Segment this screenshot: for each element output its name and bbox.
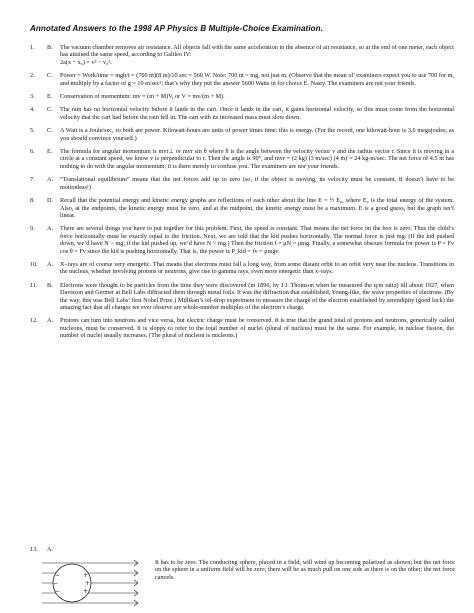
item-text-line: Conservation of momentum: mv = (m + M)V, or V = mv/(m + M). — [60, 93, 225, 101]
item-number: 13. — [30, 546, 38, 553]
answer-item-7 — [30, 176, 454, 191]
svg-text:−: − — [53, 580, 59, 587]
item-text — [60, 176, 454, 191]
item-answer: A. — [47, 225, 54, 233]
answer-item-9 — [30, 225, 454, 255]
svg-text:+: + — [83, 588, 89, 595]
item-number: 7. — [30, 176, 35, 184]
item-text-line: X–rays are of course very energetic. That means that electrons must fall a long way, from some distant orbit to an orbit very near the nucleus. Transitions in the nucleus, whether involving protons or neutrons, give rise to gamma rays, even more energetic than x–rays. — [60, 260, 454, 276]
item-number: 10. — [30, 260, 38, 268]
item-text-line: Recall that the potential energy and kinetic energy graphs are reflections of each other about the line E = ½ E₀, where E₀ is the total energy of the system. Also, at the endpoints, the kinetic energy must be zero, and at the midpoint, the kinetic energy must be a maximum. E is a good guess, but the graph isn’t linear. — [60, 197, 454, 219]
item-answer: D. — [47, 197, 54, 205]
item-answer: E. — [47, 148, 53, 156]
item-text-line: There are several things you have to put together for this problem. First, the speed is constant. That means the net force on the box is zero. Thus the child’s force horizontally must be exactly equal to the friction. Next, we are told that the kid pushes horizontally. The normal force is just mg. (If the kid pushed down, we’d have N > mg; if the kid pushed up, we’d have N < mg.) Then the friction f = μN = μmg. Finally, a somewhat obscure formula for power is P = Fv cos θ = Fv since the kid is pushing horizontally. That is, the power is P_kid = fv = μmgv. — [60, 225, 454, 255]
answer-item-12 — [30, 317, 454, 339]
item-text — [60, 106, 454, 121]
item-text — [60, 72, 454, 87]
answer-item-8 — [30, 197, 454, 219]
svg-text:+: + — [85, 580, 91, 587]
item-text-line: The vacuum chamber removes air resistance. All objects fall with the same acceleration in the absence of air resistance, so at the end of one meter, each object has attained the same speed, according to Galileo IV: — [60, 44, 454, 59]
answer-item-13 — [30, 546, 454, 553]
answer-item-6 — [30, 148, 454, 170]
item-text-line: Protons can turn into neutrons and vice versa, but electric charge must be conserved. It is true that the grand total of protons and neutrons, generically called nucleons, must be conserved. It is sloppy to refer to the total number of nuclei (plural of nucleus) must be the same. For example, in nuclear fission, the number of nuclei usually increases. (The plural of nucleon is nucleons.) — [60, 317, 454, 340]
item-answer: C. — [47, 127, 53, 135]
item-text — [60, 93, 454, 100]
item-text — [60, 148, 454, 170]
item-number: 8. — [30, 197, 35, 205]
item-number: 3. — [30, 93, 35, 101]
item-text — [60, 44, 454, 66]
item-text-line: The rain has no horizontal velocity before it lands in the cart. Once it lands in the cart, it gains horizontal velocity, so this must come from the horizontal velocity that the cart had before the rain fell in. The cart with its increased mass must slow down. — [60, 106, 454, 121]
answer-item-1 — [30, 44, 454, 66]
polarized-sphere-diagram — [38, 557, 148, 613]
item-text — [60, 317, 454, 339]
item-number: 5. — [30, 127, 35, 135]
item-number: 11. — [30, 281, 38, 289]
answer-item-5 — [30, 127, 454, 142]
item-text-line: Electrons were thought to be particles from the time they were discovered (in 1896, by J.J. Thomson when he measured the q/m ratio) till about 1927, when Davisson and Germer at Bell Labs diffracted them through metal foils. It was the diffraction that established, Young-like, the wave properties of electrons. (By the way, this was Bell Labs’ first Nobel Prize.) Millikan’s oil-drop experiment to measure the charge of the electron established by serendipity (good luck) the amazing fact that all charges we ever observe are whole-number multiples of the electron’s charge. — [60, 281, 454, 311]
item-number: 2. — [30, 72, 35, 80]
item-answer: C. — [47, 72, 53, 80]
item-answer: A. — [47, 260, 54, 268]
item-number: 9. — [30, 225, 35, 233]
item-answer: E. — [47, 93, 53, 101]
answer-item-11 — [30, 282, 454, 312]
item-number: 12. — [30, 317, 38, 325]
answer-item-2 — [30, 72, 454, 87]
item-text — [60, 261, 454, 276]
item-text-line: A Watt is a Joule/sec, so both are power. Kilowatt-hours are units of power times time; this is energy. (For the record, one kilowatt-hour is 3.6 megajoules, as you should convince yourself.) — [60, 127, 454, 142]
answer-item-4 — [30, 106, 454, 121]
item-answer: A. — [47, 317, 54, 325]
item-answer: A. — [47, 546, 54, 553]
item-text — [60, 197, 454, 219]
item-answer: A. — [47, 176, 54, 184]
item-answer: C. — [47, 106, 53, 114]
answer-list — [30, 44, 454, 346]
item-answer: B. — [47, 281, 53, 289]
item-text-line: “Translational equilibrium” means that the net forces add up to zero (so, if the object is moving, its velocity must be constant. It doesn’t have to be motionless!) — [60, 176, 454, 191]
item-text — [60, 127, 454, 142]
item-text — [60, 282, 454, 312]
item-text — [60, 225, 454, 255]
item-formula: 2a(x − x₀) = v² − v₀². — [60, 58, 112, 66]
item-number: 4. — [30, 106, 35, 114]
answer-item-13-text: It has to be zero. The conducting sphere, placed in a field, will wind up becoming polarized as shown; but the net force on the sphere in a uniform field will be zero; there will be as much pull on one side as there is on the other; the net force cancels. — [155, 559, 455, 581]
svg-text:−: − — [55, 572, 61, 579]
item-text-line: Power = Work/time = mgh/t = (700 nt)(8 m)/10 sec = 560 W. Note: 700 nt = mg, not just m. (Observe that the mean ol’ examiners expect you to use 700 for m, and multiply by a factor of g = 10 m/sec²; that’s why they put the answer 5600 Watts in for choice E. Nasty. The examiners are not your friends. — [60, 72, 454, 87]
document-title: Annotated Answers to the 1998 AP Physics B Multiple-Choice Examination. — [30, 24, 323, 33]
item-answer: B. — [47, 44, 53, 51]
item-number: 6. — [30, 148, 35, 156]
svg-text:+: + — [83, 572, 89, 579]
item-text-line: The formula for angular momentum is mvr⊥ or mvr sin θ where θ is the angle between the velocity vector v and the radius vector r. Since it is moving in a circle at a constant speed, we know v is perpendicular to r. Then the angle is 90°, and mvr = (2 kg) (3 m/sec) (4 m) = 24 kg-m/sec. The net force of 4.5 nt has nothing to do with the angular momentum; it is there merely to confuse you. The examiners are nor your friends. — [60, 148, 454, 170]
item-number: 1. — [30, 44, 35, 51]
svg-text:−: − — [55, 588, 61, 595]
answer-item-3 — [30, 93, 454, 100]
answer-item-10 — [30, 261, 454, 276]
